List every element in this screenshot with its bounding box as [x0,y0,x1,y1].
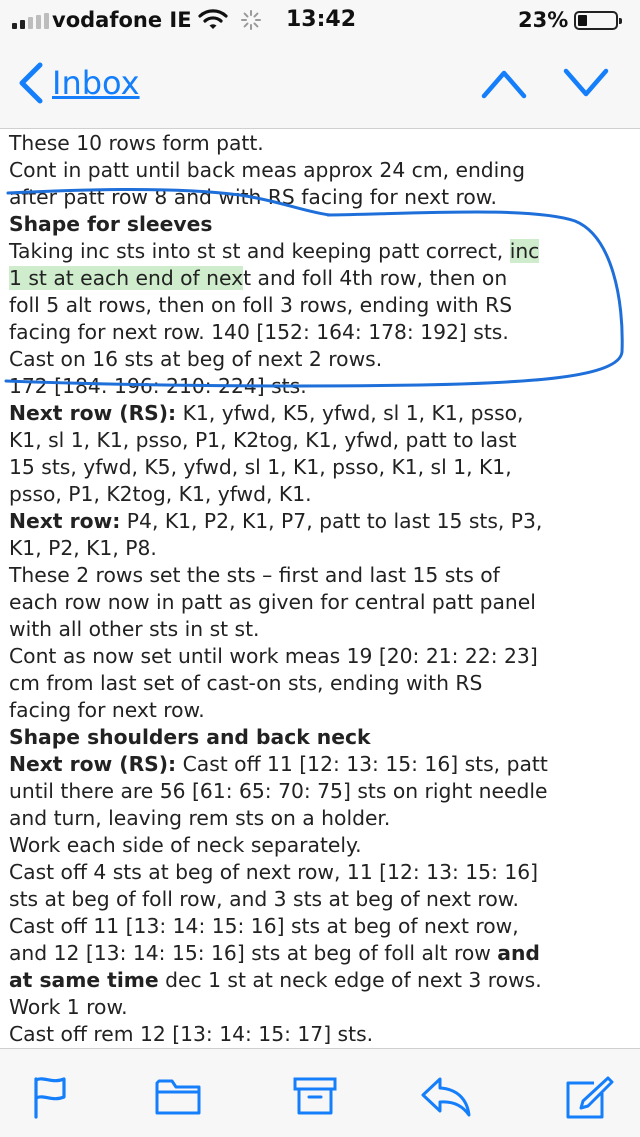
body-text: until there are 56 [61: 65: 70: 75] sts on right needle [9,779,548,803]
signal-strength-icon [12,13,49,29]
wifi-icon [198,8,228,30]
battery-percentage: 23% [518,8,569,32]
bold-text: Next row (RS): [9,401,177,425]
previous-message-chevron-up-icon[interactable] [480,66,528,100]
email-text-line [9,508,635,535]
body-text: t and foll 4th row, then on [243,266,508,290]
email-text-line [9,643,635,670]
flag-icon[interactable] [30,1075,70,1119]
back-chevron-icon[interactable] [14,62,46,104]
email-text-line [9,832,635,859]
body-text: 172 [184: 196: 210: 224] sts. [9,374,307,398]
email-text-line [9,751,635,778]
body-text: These 10 rows form patt. [9,131,264,155]
email-text-line [9,535,635,562]
email-text-line [9,211,635,238]
email-text-line [9,454,635,481]
bold-text: Shape shoulders and back neck [9,725,371,749]
body-text: These 2 rows set the sts – first and last 15 sts of [9,563,500,587]
body-text: P4, K1, P2, K1, P7, patt to last 15 sts, P3, [120,509,543,533]
email-text-line [9,940,635,967]
email-text-line [9,265,635,292]
body-text: cm from last set of cast-on sts, ending with RS [9,671,483,695]
back-to-inbox-button[interactable]: Inbox [52,64,140,102]
status-bar [0,0,640,40]
body-text: Cast off 11 [12: 13: 15: 16] sts, patt [176,752,548,776]
body-text: foll 5 alt rows, then on foll 3 rows, ending with RS [9,293,513,317]
email-text-line [9,967,635,994]
email-text-line [9,319,635,346]
body-text: Cast off 4 sts at beg of next row, 11 [12: 13: 15: 16] [9,860,539,884]
body-text: 15 sts, yfwd, K5, yfwd, sl 1, K1, psso, K1, sl 1, K1, [9,455,512,479]
email-text-line [9,778,635,805]
archive-icon[interactable] [292,1075,338,1117]
email-text-line [9,238,635,265]
body-text: Taking inc sts into st st and keeping patt correct, [9,239,510,263]
body-text: Work 1 row. [9,995,128,1019]
body-text: with all other sts in st st. [9,617,260,641]
body-text: K1, P2, K1, P8. [9,536,157,560]
body-text: K1, yfwd, K5, yfwd, sl 1, K1, psso, [176,401,524,425]
body-text: K1, sl 1, K1, psso, P1, K2tog, K1, yfwd, patt to last [9,428,517,452]
bold-text: Next row (RS): [9,752,177,776]
email-text-line [9,562,635,589]
bold-text: at same time [9,968,159,992]
activity-spinner-icon [240,9,262,31]
body-text: Cont in patt until back meas approx 24 cm, ending [9,158,526,182]
email-text-line [9,697,635,724]
email-text-line [9,427,635,454]
email-text-line [9,130,635,157]
reply-icon[interactable] [420,1075,472,1117]
bold-text: and [497,941,540,965]
highlighted-text: inc [509,239,540,263]
email-text-line [9,859,635,886]
folder-icon[interactable] [154,1075,202,1117]
body-text: after patt row 8 and with RS facing for next row. [9,185,497,209]
body-text: Cont as now set until work meas 19 [20: 21: 22: 23] [9,644,538,668]
email-text-line [9,994,635,1021]
email-text-line [9,670,635,697]
email-text-line [9,373,635,400]
bottom-toolbar [0,1048,640,1137]
email-text-line [9,400,635,427]
email-text-line [9,184,635,211]
body-text: psso, P1, K2tog, K1, yfwd, K1. [9,482,312,506]
body-text: Work each side of neck separately. [9,833,362,857]
body-text: Cast on 16 sts at beg of next 2 rows. [9,347,383,371]
email-text-line [9,346,635,373]
body-text: sts at beg of foll row, and 3 sts at beg of next row. [9,887,519,911]
bold-text: Next row: [9,509,121,533]
body-text: facing for next row. [9,698,205,722]
body-text: Cast off 11 [13: 14: 15: 16] sts at beg of next row, [9,914,519,938]
body-text: each row now in patt as given for central patt panel [9,590,536,614]
body-text: facing for next row. 140 [152: 164: 178: 192] sts. [9,320,509,344]
email-text-line [9,157,635,184]
email-text-line [9,1021,635,1048]
carrier-name: vodafone IE [52,8,192,32]
body-text: dec 1 st at neck edge of next 3 rows. [158,968,542,992]
clock: 13:42 [286,7,357,32]
email-text-line [9,913,635,940]
next-message-chevron-down-icon[interactable] [562,66,610,100]
email-text-line [9,292,635,319]
highlighted-text: 1 st at each end of nex [9,266,244,290]
email-text-line [9,616,635,643]
navigation-bar [0,40,640,129]
body-text: Cast off rem 12 [13: 14: 15: 17] sts. [9,1022,374,1046]
email-text-line [9,481,635,508]
battery-icon [574,11,618,30]
email-text-line [9,886,635,913]
email-text-line [9,724,635,751]
email-text-line [9,805,635,832]
body-text: and 12 [13: 14: 15: 16] sts at beg of foll alt row [9,941,498,965]
compose-icon[interactable] [564,1075,614,1121]
body-text: and turn, leaving rem sts on a holder. [9,806,391,830]
bold-text: Shape for sleeves [9,212,213,236]
email-body [9,130,635,1048]
email-text-line [9,589,635,616]
